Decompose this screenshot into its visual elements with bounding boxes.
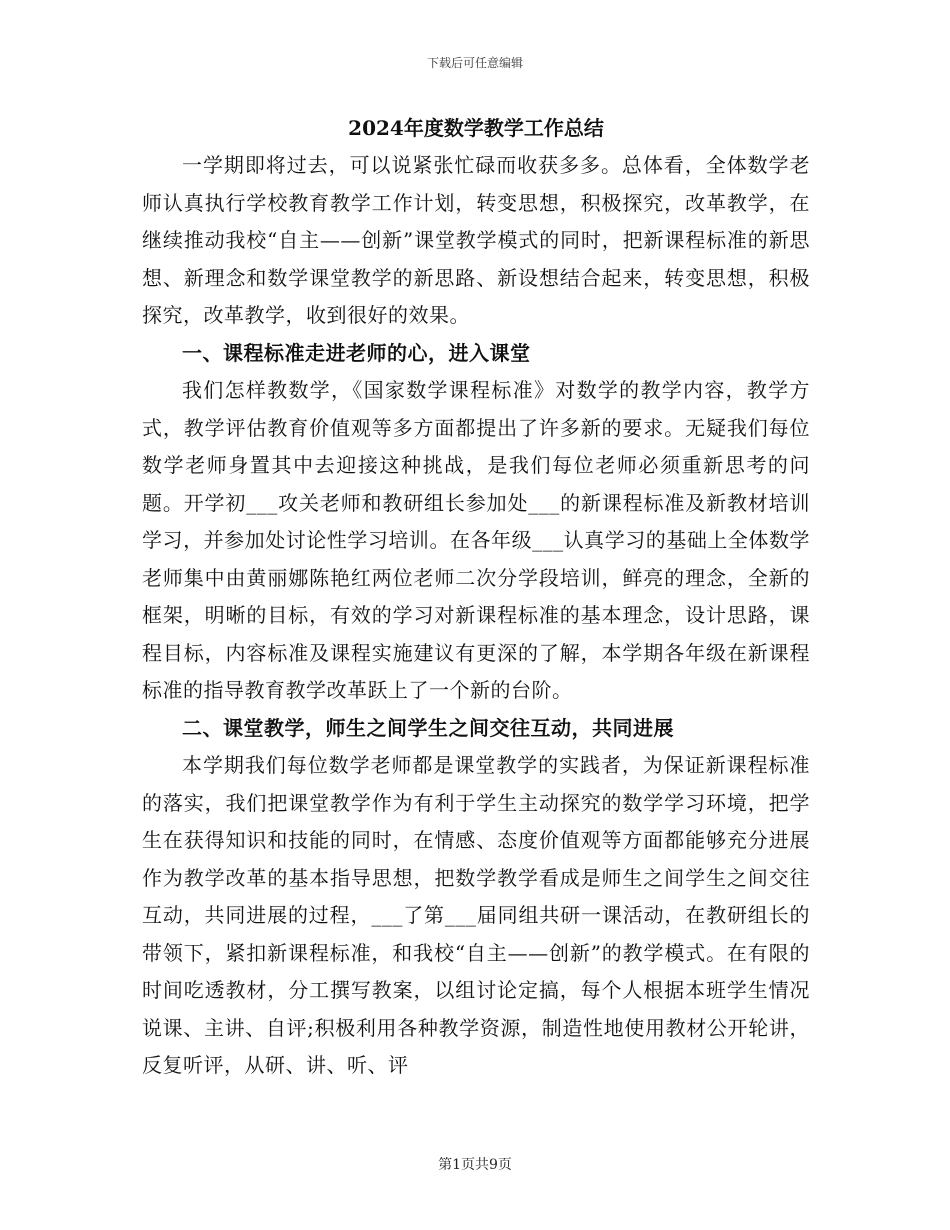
- document-content: [142, 113, 810, 1085]
- document-title: 2024年度数学教学工作总结: [348, 116, 604, 140]
- page-number: 第1页共9页: [438, 1157, 512, 1173]
- header-note: 下载后可任意编辑: [426, 56, 523, 70]
- section-2-heading: 二、课堂教学，师生之间学生之间交往互动，共同进展: [182, 715, 674, 740]
- section-2-paragraph: 本学期我们每位数学老师都是课堂教学的实践者，为保证新课程标准的落实，我们把课堂教学作为有利于学生主动探究的数学学习环境，把学生在获得知识和技能的同时，在情感、态度价值观等方面都能够充分进展作为教学改革的基本指导思想，把数学教学看成是师生之间学生之间交往互动，共同进展的过程，___了第___届同组共研一课活动，在教研组长的带领下，紧扣新课程标准，和我校“自主——创新”的教学模式。在有限的时间吃透教材，分工撰写教案，以组讨论定搞，每个人根据本班学生情况说课、主讲、自评;积极利用各种教学资源，制造性地使用教材公开轮讲，反复听评，从研、讲、听、评: [142, 753, 810, 1077]
- intro-paragraph: 一学期即将过去，可以说紧张忙碌而收获多多。总体看，全体数学老师认真执行学校教育教学工作计划，转变思想，积极探究，改革教学，在继续推动我校“自主——创新”课堂教学模式的同时，把新课程标准的新思想、新理念和数学课堂教学的新思路、新设想结合起来，转变思想，积极探究，改革教学，收到很好的效果。: [142, 153, 810, 327]
- section-1-paragraph: 我们怎样教数学，《国家数学课程标准》对数学的教学内容，教学方式，教学评估教育价值观等多方面都提出了许多新的要求。无疑我们每位数学老师身置其中去迎接这种挑战，是我们每位老师必须重新思考的问题。开学初___攻关老师和教研组长参加处___的新课程标准及新教材培训学习，并参加处讨论性学习培训。在各年级___认真学习的基础上全体数学老师集中由黄丽娜陈艳红两位老师二次分学段培训，鲜亮的理念，全新的框架，明晰的目标，有效的学习对新课程标准的基本理念，设计思路，课程目标，内容标准及课程实施建议有更深的了解，本学期各年级在新课程标准的指导教育教学改革跃上了一个新的台阶。: [142, 378, 810, 702]
- section-1-heading: 一、课程标准走进老师的心，进入课堂: [182, 340, 531, 365]
